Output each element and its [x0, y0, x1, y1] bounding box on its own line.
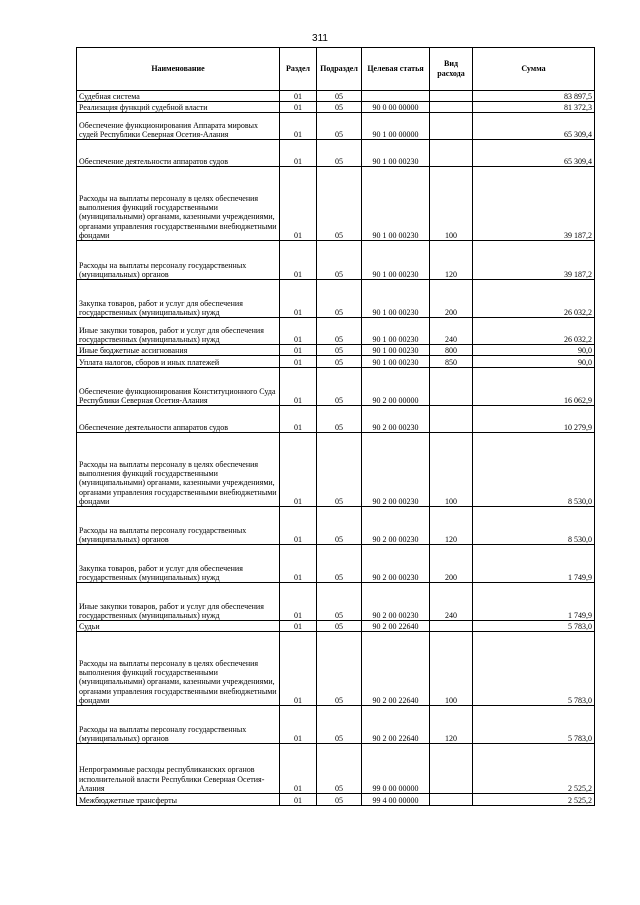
header-target: Целевая статья [362, 48, 430, 91]
cell-sum: 81 372,3 [473, 102, 595, 113]
table-row [77, 794, 595, 806]
cell-name: Иные закупки товаров, работ и услуг для обеспечения государственных (муниципальных) нужд [77, 318, 280, 345]
cell-section: 01 [280, 433, 317, 507]
cell-name: Расходы на выплаты персоналу в целях обеспечения выполнения функций государственными (муниципальными) органами, казенными учреждениями, органами управления государственными внебюджетными фондами [77, 632, 280, 706]
cell-name: Непрограммные расходы республиканских органов исполнительной власти Республики Северная Осетия-Алания [77, 744, 280, 794]
cell-type: 200 [430, 280, 473, 318]
table-header-row [77, 48, 595, 91]
cell-subsection: 05 [317, 545, 362, 583]
cell-subsection: 05 [317, 507, 362, 545]
cell-sum: 5 783,0 [473, 632, 595, 706]
cell-section: 01 [280, 583, 317, 621]
cell-type [430, 794, 473, 806]
cell-name: Обеспечение деятельности аппаратов судов [77, 140, 280, 167]
cell-sum: 90,0 [473, 356, 595, 368]
cell-target: 90 2 00 22640 [362, 706, 430, 744]
cell-type [430, 744, 473, 794]
cell-target: 90 1 00 00230 [362, 167, 430, 241]
table-row [77, 102, 595, 113]
cell-target: 90 1 00 00230 [362, 140, 430, 167]
cell-type [430, 621, 473, 632]
table-row [77, 241, 595, 280]
cell-name: Обеспечение функционирования Аппарата мировых судей Республики Северная Осетия-Алания [77, 113, 280, 140]
cell-sum: 1 749,9 [473, 583, 595, 621]
cell-target [362, 91, 430, 102]
cell-subsection: 05 [317, 318, 362, 345]
cell-section: 01 [280, 706, 317, 744]
cell-target: 90 1 00 00230 [362, 241, 430, 280]
cell-subsection: 05 [317, 368, 362, 406]
cell-target: 90 1 00 00230 [362, 318, 430, 345]
table-row [77, 621, 595, 632]
header-sum: Сумма [473, 48, 595, 91]
cell-target: 99 4 00 00000 [362, 794, 430, 806]
cell-subsection: 05 [317, 140, 362, 167]
cell-name: Уплата налогов, сборов и иных платежей [77, 356, 280, 368]
cell-name: Межбюджетные трансферты [77, 794, 280, 806]
cell-sum: 90,0 [473, 345, 595, 356]
cell-sum: 26 032,2 [473, 280, 595, 318]
table-row [77, 113, 595, 140]
cell-section: 01 [280, 507, 317, 545]
table-row [77, 632, 595, 706]
cell-type [430, 91, 473, 102]
cell-type: 240 [430, 318, 473, 345]
cell-name: Расходы на выплаты персоналу в целях обеспечения выполнения функций государственными (муниципальными) органами, казенными учреждениями, органами управления государственными внебюджетными фондами [77, 167, 280, 241]
table-row [77, 167, 595, 241]
cell-type: 120 [430, 241, 473, 280]
cell-sum: 26 032,2 [473, 318, 595, 345]
cell-subsection: 05 [317, 102, 362, 113]
cell-section: 01 [280, 545, 317, 583]
page-number: 311 [312, 33, 328, 44]
cell-subsection: 05 [317, 167, 362, 241]
cell-target: 90 2 00 22640 [362, 621, 430, 632]
cell-type [430, 368, 473, 406]
cell-type: 200 [430, 545, 473, 583]
cell-name: Реализация функций судебной власти [77, 102, 280, 113]
cell-target: 90 2 00 00230 [362, 545, 430, 583]
cell-section: 01 [280, 356, 317, 368]
cell-section: 01 [280, 167, 317, 241]
cell-name: Расходы на выплаты персоналу государственных (муниципальных) органов [77, 241, 280, 280]
table-row [77, 433, 595, 507]
cell-sum: 39 187,2 [473, 241, 595, 280]
cell-target: 90 1 00 00230 [362, 356, 430, 368]
cell-subsection: 05 [317, 241, 362, 280]
cell-name: Иные бюджетные ассигнования [77, 345, 280, 356]
cell-name: Расходы на выплаты персоналу государственных (муниципальных) органов [77, 507, 280, 545]
table-row [77, 280, 595, 318]
cell-section: 01 [280, 621, 317, 632]
cell-type [430, 406, 473, 433]
cell-type [430, 102, 473, 113]
budget-table [76, 47, 595, 806]
header-type: Вид расхода [430, 48, 473, 91]
cell-section: 01 [280, 794, 317, 806]
cell-section: 01 [280, 318, 317, 345]
cell-target: 90 2 00 00230 [362, 433, 430, 507]
table-row [77, 706, 595, 744]
cell-type: 100 [430, 632, 473, 706]
cell-target: 90 2 00 00230 [362, 583, 430, 621]
cell-sum: 8 530,0 [473, 507, 595, 545]
cell-target: 90 1 00 00230 [362, 345, 430, 356]
cell-section: 01 [280, 241, 317, 280]
cell-name: Обеспечение функционирования Конституционного Суда Республики Северная Осетия-Алания [77, 368, 280, 406]
cell-subsection: 05 [317, 433, 362, 507]
table-row [77, 140, 595, 167]
cell-name: Закупка товаров, работ и услуг для обеспечения государственных (муниципальных) нужд [77, 280, 280, 318]
table-row [77, 318, 595, 345]
cell-section: 01 [280, 368, 317, 406]
cell-sum: 5 783,0 [473, 706, 595, 744]
table-row [77, 744, 595, 794]
cell-section: 01 [280, 345, 317, 356]
cell-sum: 2 525,2 [473, 794, 595, 806]
cell-sum: 83 897,5 [473, 91, 595, 102]
cell-type: 100 [430, 167, 473, 241]
header-subsection: Подраздел [317, 48, 362, 91]
cell-section: 01 [280, 280, 317, 318]
cell-name: Судьи [77, 621, 280, 632]
cell-type: 120 [430, 507, 473, 545]
cell-subsection: 05 [317, 744, 362, 794]
cell-subsection: 05 [317, 406, 362, 433]
cell-name: Закупка товаров, работ и услуг для обеспечения государственных (муниципальных) нужд [77, 545, 280, 583]
cell-section: 01 [280, 632, 317, 706]
cell-target: 90 2 00 00230 [362, 406, 430, 433]
cell-subsection: 05 [317, 632, 362, 706]
table-row [77, 545, 595, 583]
cell-type: 240 [430, 583, 473, 621]
cell-sum: 1 749,9 [473, 545, 595, 583]
table-row [77, 583, 595, 621]
cell-sum: 65 309,4 [473, 113, 595, 140]
table-row [77, 507, 595, 545]
cell-name: Расходы на выплаты персоналу государственных (муниципальных) органов [77, 706, 280, 744]
cell-section: 01 [280, 91, 317, 102]
cell-target: 99 0 00 00000 [362, 744, 430, 794]
cell-sum: 16 062,9 [473, 368, 595, 406]
cell-subsection: 05 [317, 794, 362, 806]
cell-section: 01 [280, 406, 317, 433]
cell-section: 01 [280, 102, 317, 113]
cell-subsection: 05 [317, 113, 362, 140]
cell-section: 01 [280, 113, 317, 140]
cell-subsection: 05 [317, 706, 362, 744]
cell-sum: 65 309,4 [473, 140, 595, 167]
cell-name: Обеспечение деятельности аппаратов судов [77, 406, 280, 433]
cell-name: Иные закупки товаров, работ и услуг для обеспечения государственных (муниципальных) нужд [77, 583, 280, 621]
cell-target: 90 0 00 00000 [362, 102, 430, 113]
cell-type: 120 [430, 706, 473, 744]
cell-subsection: 05 [317, 280, 362, 318]
cell-section: 01 [280, 744, 317, 794]
cell-target: 90 2 00 00000 [362, 368, 430, 406]
cell-type [430, 113, 473, 140]
cell-subsection: 05 [317, 621, 362, 632]
cell-target: 90 2 00 00230 [362, 507, 430, 545]
cell-section: 01 [280, 140, 317, 167]
table-row [77, 368, 595, 406]
cell-type: 800 [430, 345, 473, 356]
cell-type: 100 [430, 433, 473, 507]
cell-subsection: 05 [317, 91, 362, 102]
cell-type [430, 140, 473, 167]
cell-subsection: 05 [317, 583, 362, 621]
cell-sum: 5 783,0 [473, 621, 595, 632]
cell-sum: 39 187,2 [473, 167, 595, 241]
table-row [77, 91, 595, 102]
cell-name: Судебная система [77, 91, 280, 102]
cell-target: 90 2 00 22640 [362, 632, 430, 706]
cell-target: 90 1 00 00230 [362, 280, 430, 318]
cell-subsection: 05 [317, 345, 362, 356]
header-name: Наименование [77, 48, 280, 91]
cell-target: 90 1 00 00000 [362, 113, 430, 140]
cell-sum: 2 525,2 [473, 744, 595, 794]
header-section: Раздел [280, 48, 317, 91]
cell-sum: 10 279,9 [473, 406, 595, 433]
cell-type: 850 [430, 356, 473, 368]
table-row [77, 406, 595, 433]
table-row [77, 345, 595, 356]
cell-sum: 8 530,0 [473, 433, 595, 507]
cell-name: Расходы на выплаты персоналу в целях обеспечения выполнения функций государственными (муниципальными) органами, казенными учреждениями, органами управления государственными внебюджетными фондами [77, 433, 280, 507]
cell-subsection: 05 [317, 356, 362, 368]
table-row [77, 356, 595, 368]
